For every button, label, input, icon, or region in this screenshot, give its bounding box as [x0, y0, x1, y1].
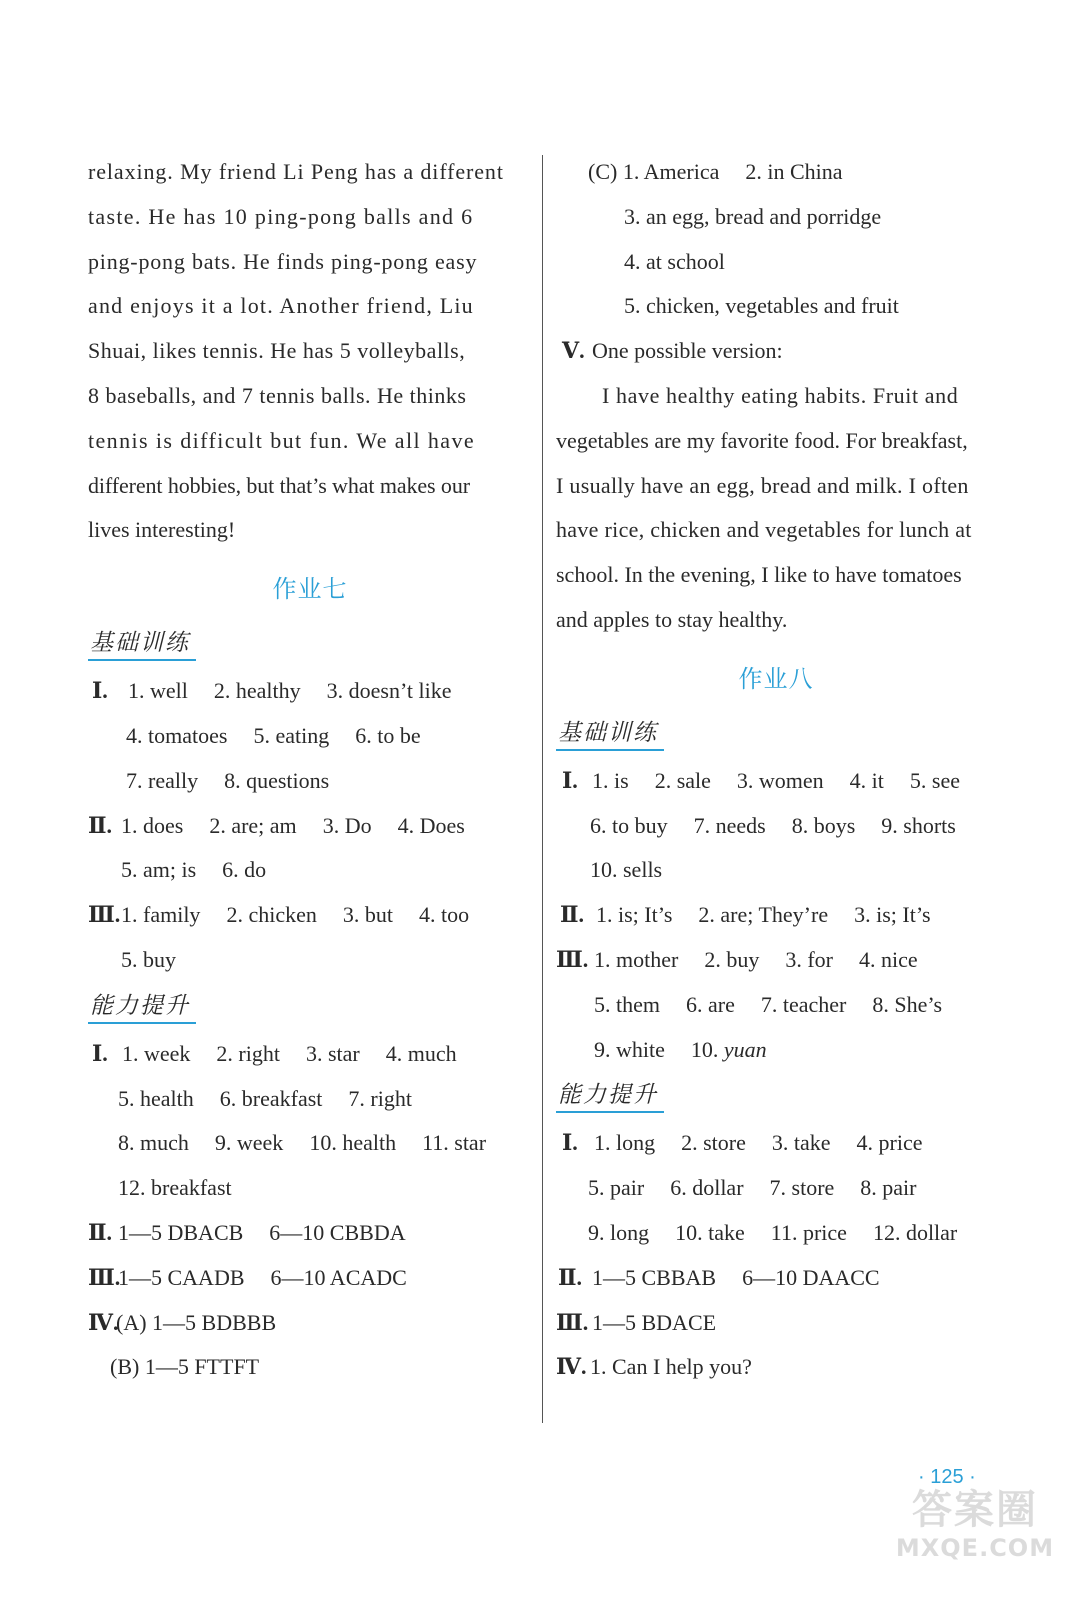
- answer-row: [556, 284, 1006, 329]
- answer: 5. buy: [121, 946, 176, 972]
- answer: 5. am; is: [121, 857, 197, 883]
- answer-row: [88, 1077, 532, 1122]
- reading-c-answers: [556, 150, 1006, 374]
- answer: 10.: [690, 1036, 719, 1062]
- answer: 2. are; They’re: [698, 902, 829, 928]
- answer: 1. family: [121, 902, 201, 928]
- answer-row: [556, 1028, 1006, 1073]
- answer: 12. dollar: [872, 1219, 958, 1245]
- passage-line: and enjoys it a lot. Another friend, Liu: [88, 293, 474, 319]
- answer: One possible version:: [592, 338, 783, 364]
- homework-title-7: 作业七: [272, 575, 348, 604]
- question-number: Ⅳ.: [88, 1309, 119, 1335]
- answer: 11. price: [770, 1219, 847, 1245]
- answer: 5. chicken, vegetables and fruit: [624, 293, 899, 319]
- answer-row: [556, 1121, 1006, 1166]
- answer: 4. it: [849, 767, 884, 793]
- answer: 2. right: [216, 1040, 280, 1066]
- essay-line: I usually have an egg, bread and milk. I often: [556, 472, 969, 498]
- section-title: 基础训练: [556, 714, 664, 751]
- left-column: [88, 150, 532, 1390]
- answer: 1. long: [594, 1130, 656, 1156]
- section-title: 基础训练: [88, 624, 196, 661]
- section-header-basic: [556, 714, 1006, 751]
- question-number: Ⅳ.: [556, 1354, 587, 1380]
- answer: 5. eating: [253, 722, 330, 748]
- answer: 1—5 BDACE: [592, 1309, 717, 1335]
- passage-line: Shuai, likes tennis. He has 5 volleyballs,: [88, 338, 466, 364]
- section-header-ability: [556, 1076, 1006, 1113]
- passage: [88, 150, 532, 553]
- answer-row: [88, 1121, 532, 1166]
- section-header-basic: [88, 624, 532, 661]
- answer: 1. mother: [594, 946, 679, 972]
- answer-row: [556, 893, 1006, 938]
- passage-line: tennis is difficult but fun. We all have: [88, 427, 476, 453]
- answer: 6. breakfast: [219, 1085, 323, 1111]
- section-header-ability: [88, 987, 532, 1024]
- answer-row: [88, 1345, 532, 1390]
- passage-line: relaxing. My friend Li Peng has a different: [88, 159, 504, 184]
- answer-row: [556, 1345, 1006, 1390]
- answer: 6. do: [222, 857, 267, 883]
- answer: 2. buy: [704, 946, 760, 972]
- answer-row: [88, 1032, 532, 1077]
- question-number: Ⅲ.: [88, 902, 121, 928]
- answer-row: [556, 1211, 1006, 1256]
- answer: 7. really: [126, 767, 199, 793]
- answer: (B) 1—5 FTTFT: [110, 1354, 260, 1380]
- answer: 6. to be: [355, 722, 421, 748]
- answer: 3. is; It’s: [854, 902, 931, 928]
- answer: 10. health: [309, 1130, 397, 1156]
- answer: 1. week: [122, 1040, 191, 1066]
- answer: 2. chicken: [226, 902, 317, 928]
- answer-row: [556, 1256, 1006, 1301]
- answer: 8. She’s: [872, 991, 943, 1017]
- answer-row: [88, 759, 532, 804]
- answer: 3. doesn’t like: [326, 678, 452, 704]
- answer: 4. much: [385, 1040, 457, 1066]
- answer-row: [556, 983, 1006, 1028]
- answer-row: [556, 1166, 1006, 1211]
- answer-row: [556, 848, 1006, 893]
- answer: 3. an egg, bread and porridge: [624, 203, 882, 229]
- answer: 1. Can I help you?: [590, 1354, 752, 1380]
- question-number: Ⅰ.: [562, 767, 578, 793]
- question-number: Ⅲ.: [556, 1309, 589, 1335]
- answer: 1—5 DBACB: [118, 1219, 244, 1245]
- passage-line: lives interesting!: [88, 517, 236, 543]
- passage-line: taste. He has 10 ping-pong balls and 6: [88, 203, 474, 229]
- page-number: · 125 ·: [918, 1466, 976, 1488]
- answer-row: [88, 1166, 532, 1211]
- homework-title-8: 作业八: [738, 664, 814, 693]
- answer: 6—10 ACADC: [270, 1264, 407, 1290]
- answer: 9. shorts: [881, 812, 956, 838]
- answer: 3. Do: [322, 812, 372, 838]
- answer: 5. see: [909, 767, 960, 793]
- answer-row: [556, 150, 1006, 195]
- answer: 3. for: [785, 946, 833, 972]
- question-number: Ⅲ.: [556, 946, 589, 972]
- answer: 3. star: [305, 1040, 360, 1066]
- passage-line: 8 baseballs, and 7 tennis balls. He thinks: [88, 382, 467, 408]
- answer: 3. but: [342, 902, 393, 928]
- answer-row: [88, 848, 532, 893]
- answer: 8. pair: [860, 1175, 917, 1201]
- answer: 2. are; am: [209, 812, 297, 838]
- answer: 4. price: [856, 1130, 923, 1156]
- answer: 9. week: [214, 1130, 284, 1156]
- answer: 3. take: [771, 1130, 831, 1156]
- answer: 1. is: [592, 767, 629, 793]
- essay: [556, 374, 1006, 643]
- answer: 4. at school: [624, 248, 725, 274]
- answer: 8. boys: [791, 812, 856, 838]
- essay-line: school. In the evening, I like to have tomatoes: [556, 562, 962, 588]
- answer: 6. dollar: [670, 1175, 744, 1201]
- answer-row: [556, 195, 1006, 240]
- answer-row: [88, 1301, 532, 1346]
- answer: (C) 1. America: [588, 159, 720, 184]
- answer-row: [556, 1301, 1006, 1346]
- answer: 7. store: [769, 1175, 835, 1201]
- answer: 2. healthy: [213, 678, 301, 704]
- question-number: Ⅱ.: [88, 812, 113, 838]
- answer: 4. tomatoes: [126, 722, 228, 748]
- answer: 6. are: [686, 991, 735, 1017]
- answer-row: [556, 759, 1006, 804]
- answer: 11. star: [422, 1130, 487, 1156]
- question-number: Ⅴ.: [562, 338, 585, 364]
- answer: 5. pair: [588, 1175, 645, 1201]
- answer: 9. long: [588, 1219, 650, 1245]
- answer: 1—5 CAADB: [118, 1264, 245, 1290]
- answer: 12. breakfast: [118, 1175, 232, 1201]
- answer: 2. store: [681, 1130, 746, 1156]
- answer: 5. them: [594, 991, 660, 1017]
- basic-answers: [88, 669, 532, 983]
- answer-row: [88, 1211, 532, 1256]
- answer: 2. sale: [654, 767, 711, 793]
- watermark-text: 答案圈: [912, 1487, 1038, 1533]
- answer-row: [88, 1256, 532, 1301]
- section-title: 能力提升: [88, 987, 196, 1024]
- essay-line: vegetables are my favorite food. For breakfast,: [556, 427, 968, 453]
- answer: 5. health: [118, 1085, 194, 1111]
- answer: 2. in China: [745, 159, 843, 184]
- answer-italic: yuan: [723, 1036, 767, 1062]
- answer: 6. to buy: [590, 812, 668, 838]
- answer: 7. teacher: [760, 991, 847, 1017]
- question-number: Ⅲ.: [88, 1264, 121, 1290]
- question-number: Ⅰ.: [562, 1130, 578, 1156]
- watermark-logo: [890, 1486, 1060, 1581]
- answer: (A) 1—5 BDBBB: [116, 1309, 277, 1335]
- ability-answers: [88, 1032, 532, 1390]
- answer-row: [556, 804, 1006, 849]
- answer: 7. right: [348, 1085, 412, 1111]
- answer: 4. too: [418, 902, 470, 928]
- answer: 9. white: [594, 1036, 665, 1062]
- question-number: Ⅰ.: [92, 1040, 108, 1066]
- answer-row: [88, 893, 532, 938]
- answer-row: [556, 938, 1006, 983]
- answer-row: [88, 714, 532, 759]
- question-number: Ⅰ.: [92, 678, 108, 704]
- answer: 1—5 CBBAB: [592, 1264, 717, 1290]
- column-divider: [542, 155, 543, 1423]
- answer-row: [88, 804, 532, 849]
- answer: 4. Does: [397, 812, 465, 838]
- answer: 7. needs: [693, 812, 766, 838]
- passage-line: different hobbies, but that’s what makes our: [88, 472, 470, 498]
- question-number: Ⅱ.: [560, 902, 585, 928]
- question-number: Ⅱ.: [558, 1264, 583, 1290]
- answer-row: [88, 938, 532, 983]
- answer: 8. questions: [224, 767, 330, 793]
- basic-answers: [556, 759, 1006, 1073]
- essay-line: I have healthy eating habits. Fruit and: [602, 382, 959, 408]
- right-column: [556, 150, 1006, 1390]
- answer: 4. nice: [858, 946, 918, 972]
- answer: 1. does: [121, 812, 184, 838]
- answer: 1. well: [128, 678, 188, 704]
- answer: 8. much: [118, 1130, 189, 1156]
- essay-line: have rice, chicken and vegetables for lunch at: [556, 517, 972, 543]
- ability-answers: [556, 1121, 1006, 1390]
- answer-row: [556, 329, 1006, 374]
- section-title: 能力提升: [556, 1076, 664, 1113]
- answer: 10. take: [675, 1219, 745, 1245]
- answer: 3. women: [736, 767, 824, 793]
- answer-row: [88, 669, 532, 714]
- watermark-domain: MXQE.COM: [895, 1534, 1055, 1562]
- passage-line: ping-pong bats. He finds ping-pong easy: [88, 248, 478, 274]
- question-number: Ⅱ.: [88, 1219, 113, 1245]
- answer: 10. sells: [590, 857, 663, 883]
- answer: 1. is; It’s: [596, 902, 673, 928]
- essay-line: and apples to stay healthy.: [556, 606, 788, 632]
- answer: 6—10 DAACC: [742, 1264, 880, 1290]
- answer: 6—10 CBBDA: [269, 1219, 406, 1245]
- answer-row: [556, 240, 1006, 285]
